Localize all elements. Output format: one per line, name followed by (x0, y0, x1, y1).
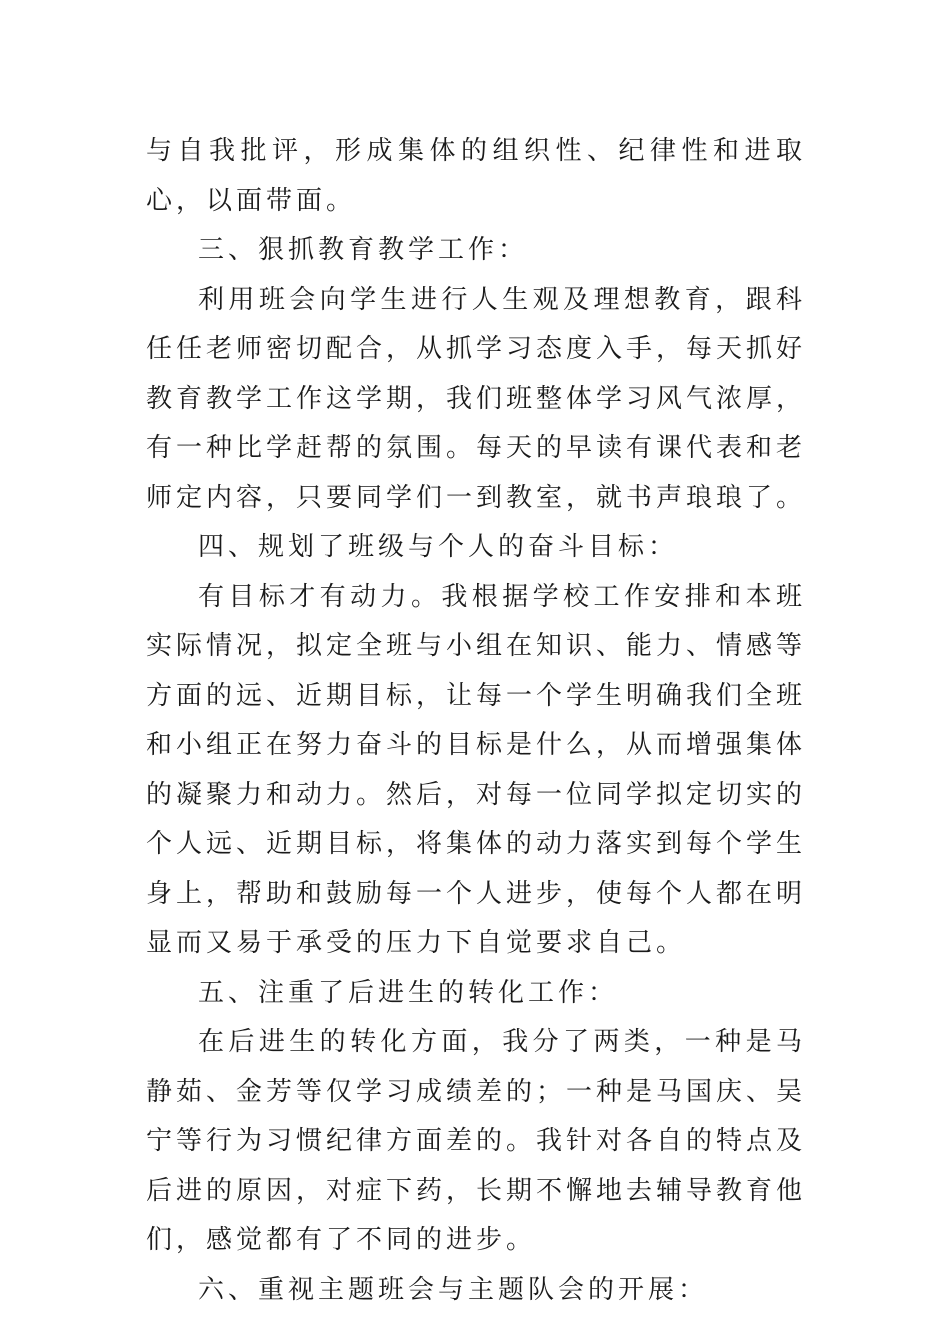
paragraph-section-3: 利用班会向学生进行人生观及理想教育，跟科任任老师密切配合，从抓学习态度入手，每天抓好教育教学工作这学期，我们班整体学习风气浓厚，有一种比学赶帮的氛围。每天的早读有课代表和老师定内容，只要同学们一到教室，就书声琅琅了。 (146, 284, 807, 513)
section-heading-5: 五、注重了后进生的转化工作： (198, 977, 619, 1008)
document-page (146, 127, 806, 1315)
paragraph-continuation: 与自我批评，形成集体的组织性、纪律性和进取心，以面带面。 (146, 136, 806, 216)
section-heading-6: 六、重视主题班会与主题队会的开展： (198, 1274, 709, 1305)
section-heading-3: 三、狠抓教育教学工作： (198, 235, 529, 265)
paragraph-section-5: 在后进生的转化方面，我分了两类，一种是马静茹、金芳等仅学习成绩差的；一种是马国庆、吴宁等行为习惯纪律方面差的。我针对各自的特点及后进的原因，对症下药，长期不懈地去辅导教育他们，感觉都有了不同的进步。 (146, 1027, 807, 1255)
section-heading-4: 四、规划了班级与个人的奋斗目标： (198, 532, 679, 562)
paragraph-section-4: 有目标才有动力。我根据学校工作安排和本班实际情况，拟定全班与小组在知识、能力、情感等方面的远、近期目标，让每一个学生明确我们全班和小组正在努力奋斗的目标是什么，从而增强集体的凝聚力和动力。然后，对每一位同学拟定切实的个人远、近期目标，将集体的动力落实到每个学生身上，帮助和鼓励每一个人进步，使每个人都在明显而又易于承受的压力下自觉要求自己。 (146, 581, 807, 958)
